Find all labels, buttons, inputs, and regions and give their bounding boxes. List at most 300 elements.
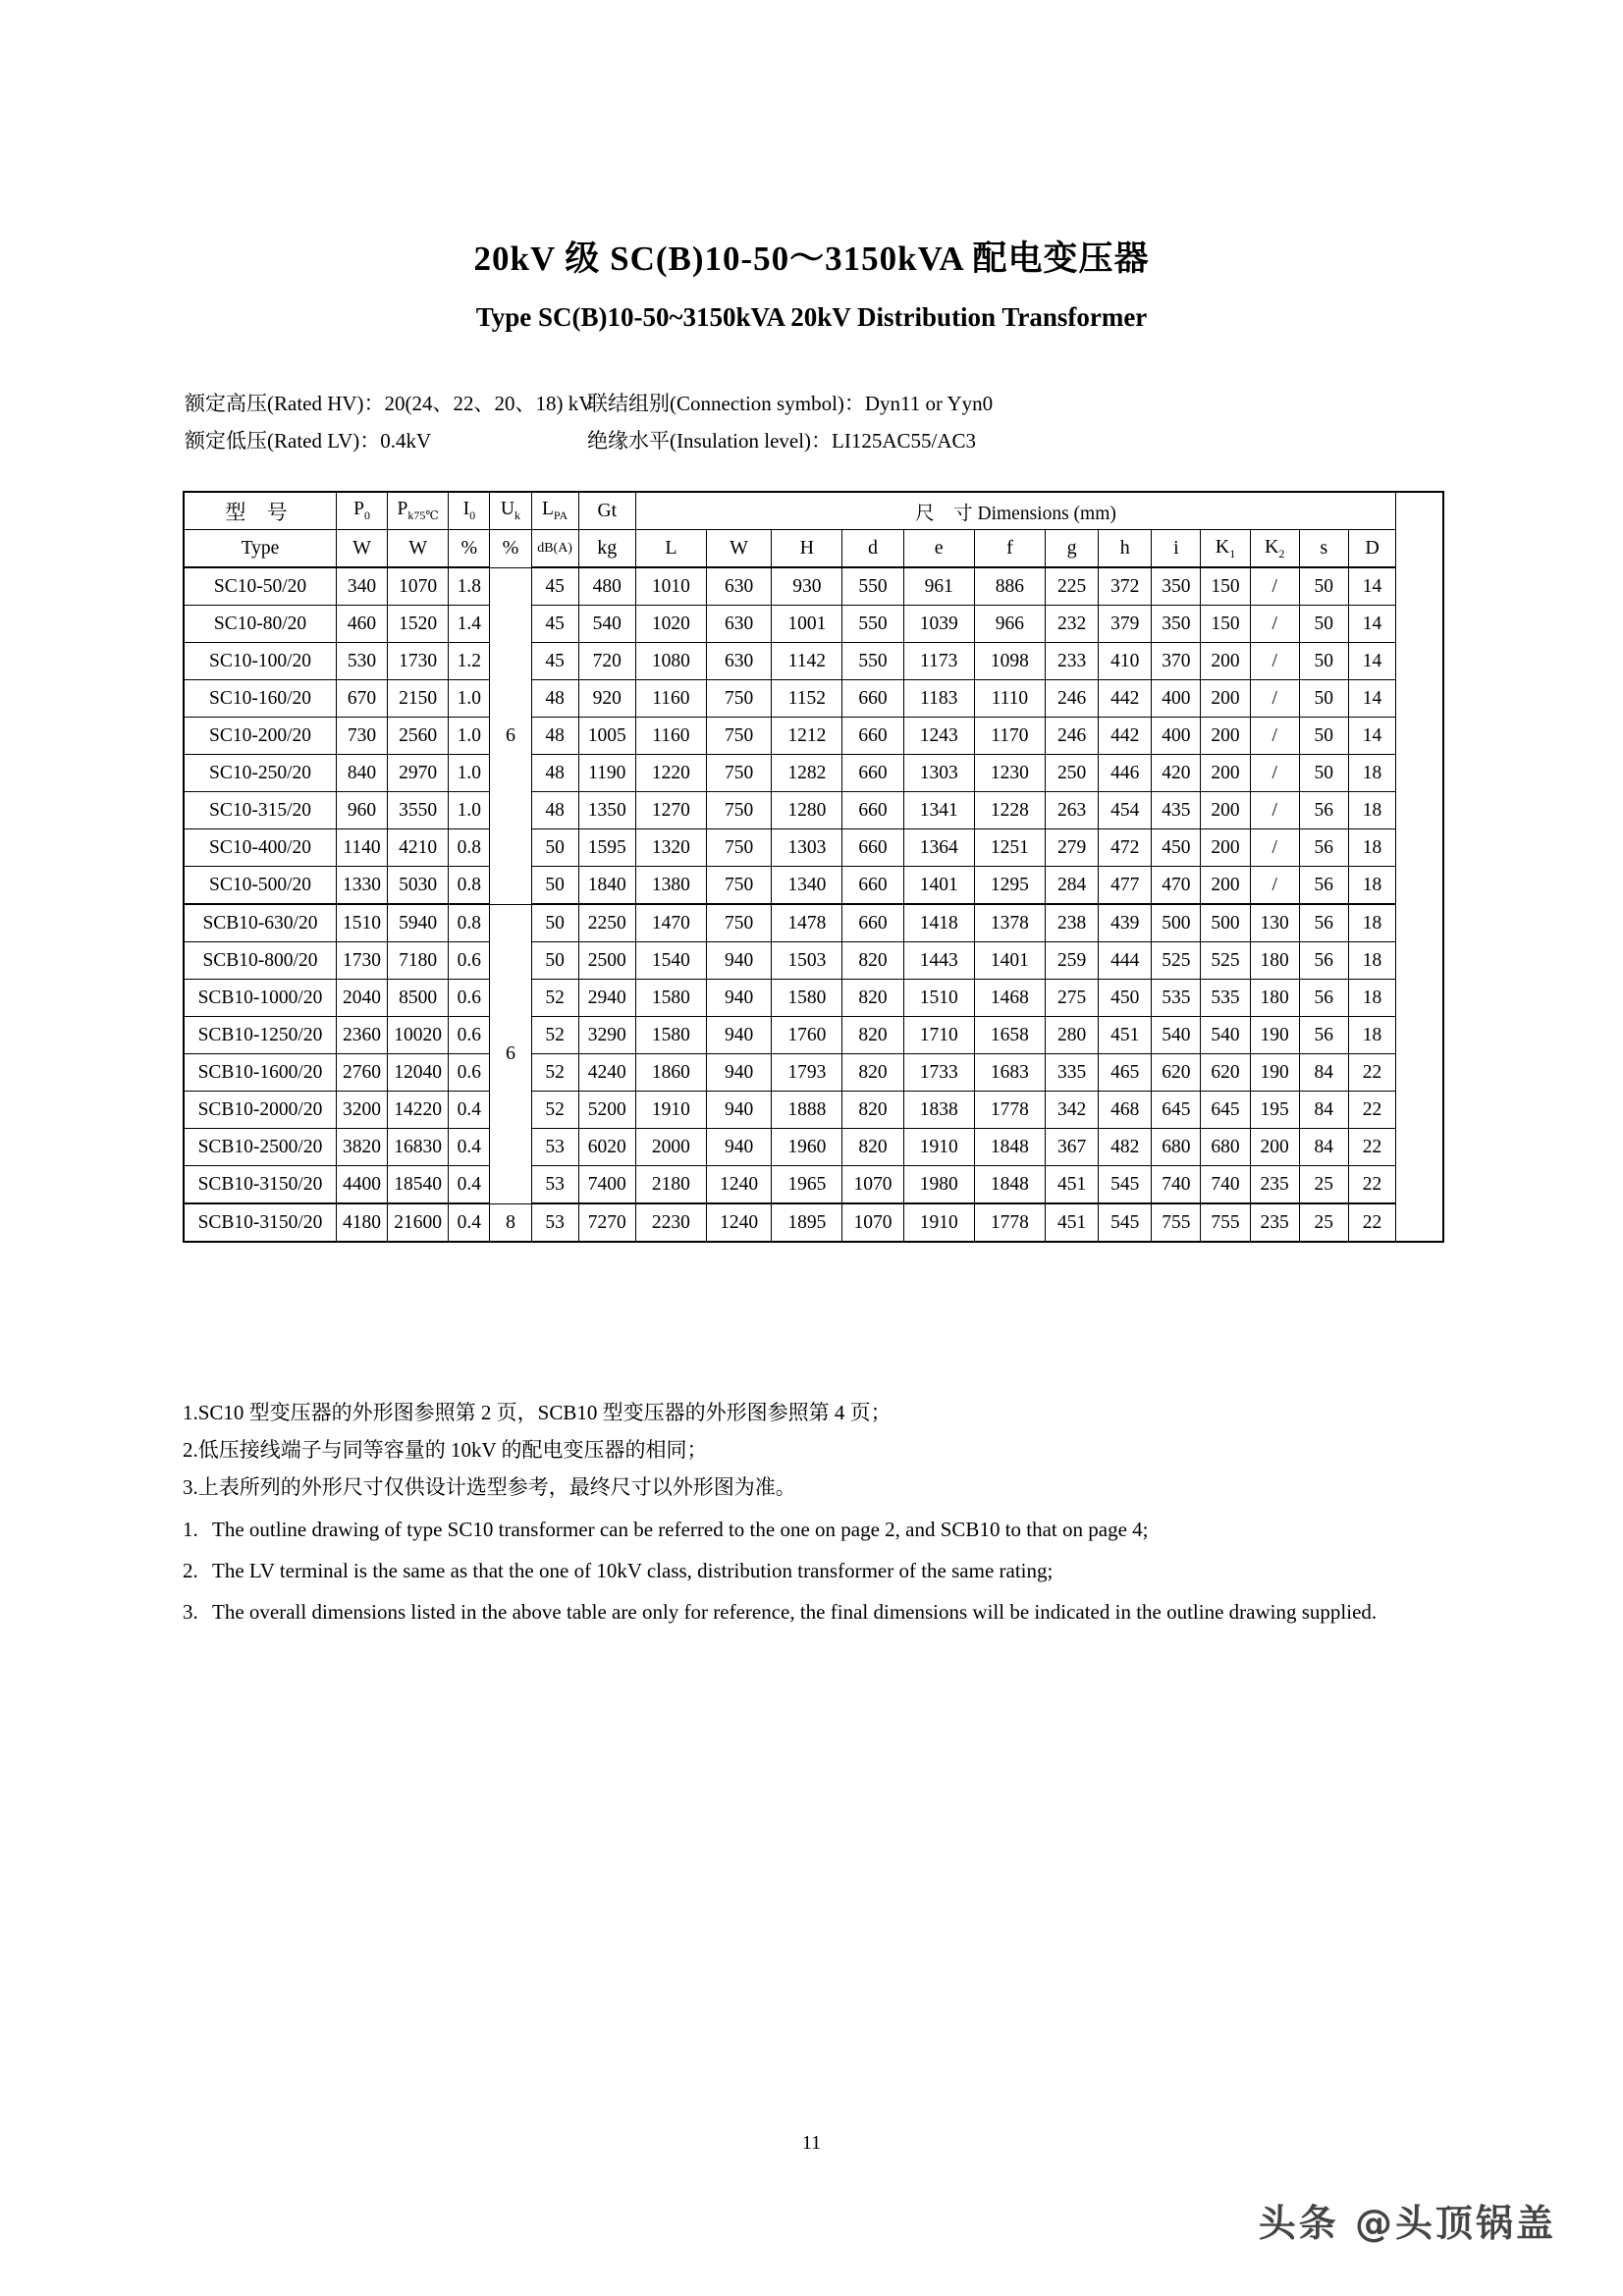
- table-row: [184, 1092, 1443, 1129]
- cell-type: SCB10-630/20: [184, 904, 336, 942]
- note-en-1-text: The outline drawing of type SC10 transformer can be referred to the one on page 2, and SCB10 to that on page 4;: [212, 1518, 1149, 1541]
- cell-dim-k2: 180: [1250, 942, 1299, 980]
- cell-dim-k2: /: [1250, 755, 1299, 792]
- cell-dim-d: 18: [1348, 829, 1395, 867]
- connection-symbol-label: 联结组别(Connection symbol)：Dyn11 or Yyn0: [587, 392, 994, 415]
- cell-i0: 1.0: [449, 755, 490, 792]
- cell-i0: 0.4: [449, 1203, 490, 1242]
- cell-dim-d: 550: [842, 606, 903, 643]
- cell-dim-l: 1220: [635, 755, 706, 792]
- header-i0-unit: %: [449, 530, 490, 568]
- cell-type: SCB10-2500/20: [184, 1129, 336, 1166]
- cell-dim-e: 1183: [903, 680, 974, 718]
- cell-dim-k1: 200: [1201, 718, 1250, 755]
- cell-dim-l: 2230: [635, 1203, 706, 1242]
- cell-type: SC10-160/20: [184, 680, 336, 718]
- cell-type: SCB10-3150/20: [184, 1166, 336, 1204]
- transformer-spec-table: [183, 491, 1444, 1243]
- cell-lpa: 52: [531, 980, 578, 1017]
- cell-dim-i: 370: [1152, 643, 1201, 680]
- cell-p0: 730: [336, 718, 387, 755]
- cell-dim-l: 1580: [635, 1017, 706, 1054]
- header-pk75: $P_{k75℃}$: [388, 492, 449, 530]
- cell-dim-k2: 235: [1250, 1166, 1299, 1204]
- note-en-1-number: 1.: [183, 1518, 198, 1541]
- cell-gt: 2940: [578, 980, 635, 1017]
- cell-gt: 7400: [578, 1166, 635, 1204]
- cell-lpa: 50: [531, 942, 578, 980]
- cell-dim-h: 1793: [772, 1054, 842, 1092]
- cell-dim-h: 1580: [772, 980, 842, 1017]
- cell-dim-g: 263: [1046, 792, 1099, 829]
- cell-dim-l: 2180: [635, 1166, 706, 1204]
- cell-uk: 6: [490, 567, 531, 904]
- cell-p0: 1510: [336, 904, 387, 942]
- cell-dim-i: 420: [1152, 755, 1201, 792]
- cell-lpa: 50: [531, 829, 578, 867]
- cell-dim-k2: /: [1250, 718, 1299, 755]
- note-en-1: [183, 1512, 1459, 1547]
- header-gt-unit: kg: [578, 530, 635, 568]
- cell-dim-l: 1080: [635, 643, 706, 680]
- cell-p0: 840: [336, 755, 387, 792]
- cell-dim-e: 1401: [903, 867, 974, 905]
- cell-dim-f: 1658: [974, 1017, 1045, 1054]
- cell-lpa: 48: [531, 792, 578, 829]
- cell-dim-l: 2000: [635, 1129, 706, 1166]
- cell-dim-e: 1364: [903, 829, 974, 867]
- insulation-level-label: 绝缘水平(Insulation level)：LI125AC55/AC3: [587, 429, 977, 453]
- page-number: 11: [801, 2132, 822, 2154]
- cell-dim-h: 477: [1099, 867, 1152, 905]
- cell-dim-h: 545: [1099, 1203, 1152, 1242]
- cell-p0: 4400: [336, 1166, 387, 1204]
- spec-row: [185, 385, 1451, 422]
- header-dim-f: f: [974, 530, 1045, 568]
- cell-dim-k1: 200: [1201, 867, 1250, 905]
- cell-gt: 1595: [578, 829, 635, 867]
- cell-dim-h: 446: [1099, 755, 1152, 792]
- cell-dim-g: 233: [1046, 643, 1099, 680]
- cell-dim-g: 225: [1046, 567, 1099, 606]
- header-p0: $P_0$: [336, 492, 387, 530]
- cell-dim-d: 820: [842, 1092, 903, 1129]
- cell-dim-h: 372: [1099, 567, 1152, 606]
- cell-uk: 6: [490, 904, 531, 1203]
- cell-dim-f: 886: [974, 567, 1045, 606]
- cell-dim-w: 1240: [707, 1203, 772, 1242]
- cell-dim-d: 660: [842, 867, 903, 905]
- cell-pk75: 2970: [388, 755, 449, 792]
- cell-lpa: 45: [531, 606, 578, 643]
- header-dim-d: D: [1348, 530, 1395, 568]
- cell-dim-l: 1020: [635, 606, 706, 643]
- cell-lpa: 50: [531, 904, 578, 942]
- cell-gt: 1350: [578, 792, 635, 829]
- cell-pk75: 5030: [388, 867, 449, 905]
- cell-lpa: 50: [531, 867, 578, 905]
- cell-gt: 1005: [578, 718, 635, 755]
- cell-dim-l: 1580: [635, 980, 706, 1017]
- cell-dim-g: 342: [1046, 1092, 1099, 1129]
- cell-pk75: 18540: [388, 1166, 449, 1204]
- cell-dim-h: 482: [1099, 1129, 1152, 1166]
- cell-dim-i: 350: [1152, 606, 1201, 643]
- cell-dim-s: 50: [1299, 643, 1348, 680]
- cell-p0: 1730: [336, 942, 387, 980]
- cell-dim-i: 470: [1152, 867, 1201, 905]
- table-row: [184, 567, 1443, 606]
- cell-dim-k1: 200: [1201, 643, 1250, 680]
- cell-dim-l: 1470: [635, 904, 706, 942]
- cell-dim-w: 940: [707, 1054, 772, 1092]
- cell-lpa: 48: [531, 755, 578, 792]
- cell-dim-d: 660: [842, 718, 903, 755]
- cell-gt: 540: [578, 606, 635, 643]
- cell-dim-s: 56: [1299, 867, 1348, 905]
- cell-type: SCB10-2000/20: [184, 1092, 336, 1129]
- cell-dim-h: 1965: [772, 1166, 842, 1204]
- cell-dim-h: 410: [1099, 643, 1152, 680]
- cell-dim-g: 246: [1046, 718, 1099, 755]
- cell-dim-h: 379: [1099, 606, 1152, 643]
- cell-dim-h: 1282: [772, 755, 842, 792]
- cell-dim-l: 1910: [635, 1092, 706, 1129]
- cell-dim-k1: 540: [1201, 1017, 1250, 1054]
- cell-dim-g: 250: [1046, 755, 1099, 792]
- header-model-cn: 型 号: [184, 492, 336, 530]
- cell-gt: 1840: [578, 867, 635, 905]
- cell-dim-k1: 755: [1201, 1203, 1250, 1242]
- cell-dim-s: 50: [1299, 680, 1348, 718]
- cell-dim-e: 1910: [903, 1203, 974, 1242]
- cell-i0: 0.8: [449, 867, 490, 905]
- rated-hv-label: 额定高压(Rated HV)：20(24、22、20、18) kV: [185, 392, 594, 415]
- cell-dim-d: 1070: [842, 1203, 903, 1242]
- cell-pk75: 12040: [388, 1054, 449, 1092]
- cell-dim-s: 56: [1299, 942, 1348, 980]
- cell-pk75: 7180: [388, 942, 449, 980]
- cell-dim-i: 400: [1152, 680, 1201, 718]
- cell-dim-f: 1848: [974, 1129, 1045, 1166]
- cell-dim-h: 1142: [772, 643, 842, 680]
- note-en-3-text: The overall dimensions listed in the above table are only for reference, the final dimensions will be indicated in the outline drawing supplied.: [212, 1600, 1378, 1624]
- cell-dim-w: 940: [707, 980, 772, 1017]
- cell-type: SC10-315/20: [184, 792, 336, 829]
- table-row: [184, 606, 1443, 643]
- cell-dim-d: 14: [1348, 606, 1395, 643]
- header-dim-w: W: [707, 530, 772, 568]
- cell-dim-e: 1418: [903, 904, 974, 942]
- cell-dim-i: 350: [1152, 567, 1201, 606]
- cell-type: SC10-200/20: [184, 718, 336, 755]
- cell-dim-l: 1860: [635, 1054, 706, 1092]
- cell-dim-k1: 500: [1201, 904, 1250, 942]
- header-dim-l: L: [635, 530, 706, 568]
- cell-dim-i: 620: [1152, 1054, 1201, 1092]
- cell-type: SCB10-1250/20: [184, 1017, 336, 1054]
- cell-dim-g: 451: [1046, 1203, 1099, 1242]
- cell-dim-d: 820: [842, 980, 903, 1017]
- cell-dim-f: 1468: [974, 980, 1045, 1017]
- table-row: [184, 829, 1443, 867]
- cell-dim-f: 1228: [974, 792, 1045, 829]
- cell-dim-h: 1303: [772, 829, 842, 867]
- header-lpa-unit: dB(A): [531, 530, 578, 568]
- cell-dim-k1: 150: [1201, 606, 1250, 643]
- cell-gt: 5200: [578, 1092, 635, 1129]
- cell-dim-g: 232: [1046, 606, 1099, 643]
- cell-dim-f: 1683: [974, 1054, 1045, 1092]
- cell-dim-w: 1240: [707, 1166, 772, 1204]
- cell-p0: 1140: [336, 829, 387, 867]
- cell-dim-f: 966: [974, 606, 1045, 643]
- cell-dim-k2: /: [1250, 567, 1299, 606]
- cell-dim-s: 56: [1299, 980, 1348, 1017]
- header-uk-unit: %: [490, 530, 531, 568]
- cell-gt: 7270: [578, 1203, 635, 1242]
- header-dim-d: d: [842, 530, 903, 568]
- table-row: [184, 1166, 1443, 1204]
- header-pk75-unit: W: [388, 530, 449, 568]
- cell-dim-w: 750: [707, 829, 772, 867]
- cell-type: SC10-50/20: [184, 567, 336, 606]
- table-row: [184, 867, 1443, 905]
- cell-p0: 340: [336, 567, 387, 606]
- cell-i0: 0.6: [449, 942, 490, 980]
- cell-pk75: 1070: [388, 567, 449, 606]
- cell-dim-d: 14: [1348, 718, 1395, 755]
- header-p0-unit: W: [336, 530, 387, 568]
- cell-dim-e: 1510: [903, 980, 974, 1017]
- cell-dim-h: 451: [1099, 1017, 1152, 1054]
- cell-dim-d: 22: [1348, 1054, 1395, 1092]
- cell-gt: 720: [578, 643, 635, 680]
- cell-dim-d: 14: [1348, 567, 1395, 606]
- cell-dim-k2: /: [1250, 606, 1299, 643]
- cell-dim-h: 444: [1099, 942, 1152, 980]
- cell-lpa: 52: [531, 1092, 578, 1129]
- cell-lpa: 53: [531, 1166, 578, 1204]
- cell-dim-s: 84: [1299, 1054, 1348, 1092]
- cell-i0: 0.8: [449, 829, 490, 867]
- cell-dim-k1: 645: [1201, 1092, 1250, 1129]
- cell-dim-g: 246: [1046, 680, 1099, 718]
- cell-p0: 460: [336, 606, 387, 643]
- header-uk: $U_k$: [490, 492, 531, 530]
- cell-dim-e: 1243: [903, 718, 974, 755]
- cell-i0: 0.4: [449, 1129, 490, 1166]
- cell-dim-h: 439: [1099, 904, 1152, 942]
- cell-dim-f: 1778: [974, 1203, 1045, 1242]
- cell-dim-d: 18: [1348, 1017, 1395, 1054]
- cell-dim-k1: 620: [1201, 1054, 1250, 1092]
- cell-dim-k1: 525: [1201, 942, 1250, 980]
- spec-row: [185, 422, 1451, 459]
- cell-dim-e: 1710: [903, 1017, 974, 1054]
- cell-dim-s: 56: [1299, 829, 1348, 867]
- table-row: [184, 1203, 1443, 1242]
- cell-dim-s: 50: [1299, 755, 1348, 792]
- cell-dim-d: 820: [842, 1054, 903, 1092]
- cell-dim-w: 630: [707, 643, 772, 680]
- cell-dim-d: 1070: [842, 1166, 903, 1204]
- cell-dim-k2: 180: [1250, 980, 1299, 1017]
- cell-dim-e: 961: [903, 567, 974, 606]
- cell-dim-h: 450: [1099, 980, 1152, 1017]
- table-row: [184, 643, 1443, 680]
- cell-gt: 920: [578, 680, 635, 718]
- cell-dim-l: 1540: [635, 942, 706, 980]
- header-dim-i: i: [1152, 530, 1201, 568]
- cell-dim-s: 56: [1299, 792, 1348, 829]
- cell-lpa: 45: [531, 567, 578, 606]
- cell-dim-f: 1778: [974, 1092, 1045, 1129]
- cell-dim-d: 550: [842, 567, 903, 606]
- cell-dim-h: 1503: [772, 942, 842, 980]
- cell-lpa: 52: [531, 1017, 578, 1054]
- cell-pk75: 14220: [388, 1092, 449, 1129]
- note-en-2-number: 2.: [183, 1559, 198, 1582]
- cell-i0: 0.4: [449, 1166, 490, 1204]
- cell-dim-h: 442: [1099, 680, 1152, 718]
- cell-dim-s: 25: [1299, 1203, 1348, 1242]
- cell-dim-i: 680: [1152, 1129, 1201, 1166]
- cell-pk75: 1730: [388, 643, 449, 680]
- cell-dim-w: 750: [707, 680, 772, 718]
- cell-dim-d: 660: [842, 755, 903, 792]
- table-row: [184, 680, 1443, 718]
- cell-p0: 2360: [336, 1017, 387, 1054]
- table-row: [184, 792, 1443, 829]
- note-cn-2: 2.低压接线端子与同等容量的 10kV 的配电变压器的相同；: [183, 1438, 708, 1462]
- cell-dim-w: 750: [707, 755, 772, 792]
- cell-dim-w: 630: [707, 606, 772, 643]
- table-row: [184, 755, 1443, 792]
- cell-gt: 3290: [578, 1017, 635, 1054]
- cell-gt: 1190: [578, 755, 635, 792]
- cell-p0: 1330: [336, 867, 387, 905]
- cell-p0: 4180: [336, 1203, 387, 1242]
- cell-dim-i: 525: [1152, 942, 1201, 980]
- cell-pk75: 2150: [388, 680, 449, 718]
- table-row: [184, 904, 1443, 942]
- note-en-2: [183, 1553, 1459, 1588]
- header-dimensions-group: 尺 寸 Dimensions (mm): [635, 492, 1395, 530]
- cell-dim-e: 1980: [903, 1166, 974, 1204]
- cell-i0: 0.8: [449, 904, 490, 942]
- cell-dim-l: 1320: [635, 829, 706, 867]
- cell-dim-g: 335: [1046, 1054, 1099, 1092]
- cell-type: SCB10-800/20: [184, 942, 336, 980]
- cell-gt: 4240: [578, 1054, 635, 1092]
- cell-p0: 3820: [336, 1129, 387, 1166]
- cell-type: SCB10-1600/20: [184, 1054, 336, 1092]
- cell-dim-k2: 235: [1250, 1203, 1299, 1242]
- cell-dim-f: 1295: [974, 867, 1045, 905]
- cell-dim-i: 400: [1152, 718, 1201, 755]
- cell-dim-k1: 150: [1201, 567, 1250, 606]
- cell-dim-d: 18: [1348, 904, 1395, 942]
- header-lpa: $L_{PA}$: [531, 492, 578, 530]
- transformer-spec-table-wrapper: [183, 491, 1444, 1243]
- cell-dim-e: 1303: [903, 755, 974, 792]
- cell-dim-f: 1110: [974, 680, 1045, 718]
- cell-type: SC10-100/20: [184, 643, 336, 680]
- cell-dim-h: 454: [1099, 792, 1152, 829]
- cell-i0: 1.8: [449, 567, 490, 606]
- cell-dim-f: 1401: [974, 942, 1045, 980]
- cell-dim-s: 50: [1299, 567, 1348, 606]
- table-row: [184, 1054, 1443, 1092]
- cell-dim-k2: /: [1250, 867, 1299, 905]
- cell-i0: 1.0: [449, 792, 490, 829]
- cell-i0: 1.2: [449, 643, 490, 680]
- cell-dim-w: 750: [707, 867, 772, 905]
- cell-dim-w: 940: [707, 1017, 772, 1054]
- cell-dim-s: 84: [1299, 1092, 1348, 1129]
- cell-dim-l: 1270: [635, 792, 706, 829]
- cell-dim-f: 1378: [974, 904, 1045, 942]
- cell-dim-k1: 740: [1201, 1166, 1250, 1204]
- cell-i0: 0.6: [449, 1017, 490, 1054]
- cell-dim-f: 1251: [974, 829, 1045, 867]
- cell-type: SC10-400/20: [184, 829, 336, 867]
- cell-dim-l: 1010: [635, 567, 706, 606]
- cell-gt: 6020: [578, 1129, 635, 1166]
- header-dim-g: g: [1046, 530, 1099, 568]
- cell-dim-h: 442: [1099, 718, 1152, 755]
- cell-dim-i: 540: [1152, 1017, 1201, 1054]
- cell-dim-k2: /: [1250, 829, 1299, 867]
- cell-dim-i: 645: [1152, 1092, 1201, 1129]
- cell-dim-d: 18: [1348, 942, 1395, 980]
- cell-dim-g: 284: [1046, 867, 1099, 905]
- cell-dim-s: 56: [1299, 1017, 1348, 1054]
- cell-pk75: 8500: [388, 980, 449, 1017]
- table-row: [184, 942, 1443, 980]
- cell-dim-h: 1895: [772, 1203, 842, 1242]
- cell-dim-g: 451: [1046, 1166, 1099, 1204]
- header-dim-s: s: [1299, 530, 1348, 568]
- cell-dim-w: 630: [707, 567, 772, 606]
- cell-gt: 2250: [578, 904, 635, 942]
- cell-i0: 0.6: [449, 1054, 490, 1092]
- cell-dim-h: 1340: [772, 867, 842, 905]
- cell-dim-w: 750: [707, 718, 772, 755]
- cell-dim-k1: 200: [1201, 755, 1250, 792]
- cell-dim-l: 1160: [635, 680, 706, 718]
- cell-i0: 0.6: [449, 980, 490, 1017]
- cell-dim-h: 1152: [772, 680, 842, 718]
- cell-dim-d: 660: [842, 680, 903, 718]
- cell-dim-e: 1733: [903, 1054, 974, 1092]
- cell-dim-e: 1173: [903, 643, 974, 680]
- cell-dim-k2: 130: [1250, 904, 1299, 942]
- cell-dim-e: 1443: [903, 942, 974, 980]
- cell-type: SC10-250/20: [184, 755, 336, 792]
- cell-dim-i: 500: [1152, 904, 1201, 942]
- table-row: [184, 718, 1443, 755]
- cell-dim-h: 1478: [772, 904, 842, 942]
- cell-type: SC10-80/20: [184, 606, 336, 643]
- cell-dim-e: 1838: [903, 1092, 974, 1129]
- cell-pk75: 1520: [388, 606, 449, 643]
- cell-dim-k2: /: [1250, 680, 1299, 718]
- cell-dim-g: 367: [1046, 1129, 1099, 1166]
- cell-dim-d: 820: [842, 1017, 903, 1054]
- cell-dim-i: 535: [1152, 980, 1201, 1017]
